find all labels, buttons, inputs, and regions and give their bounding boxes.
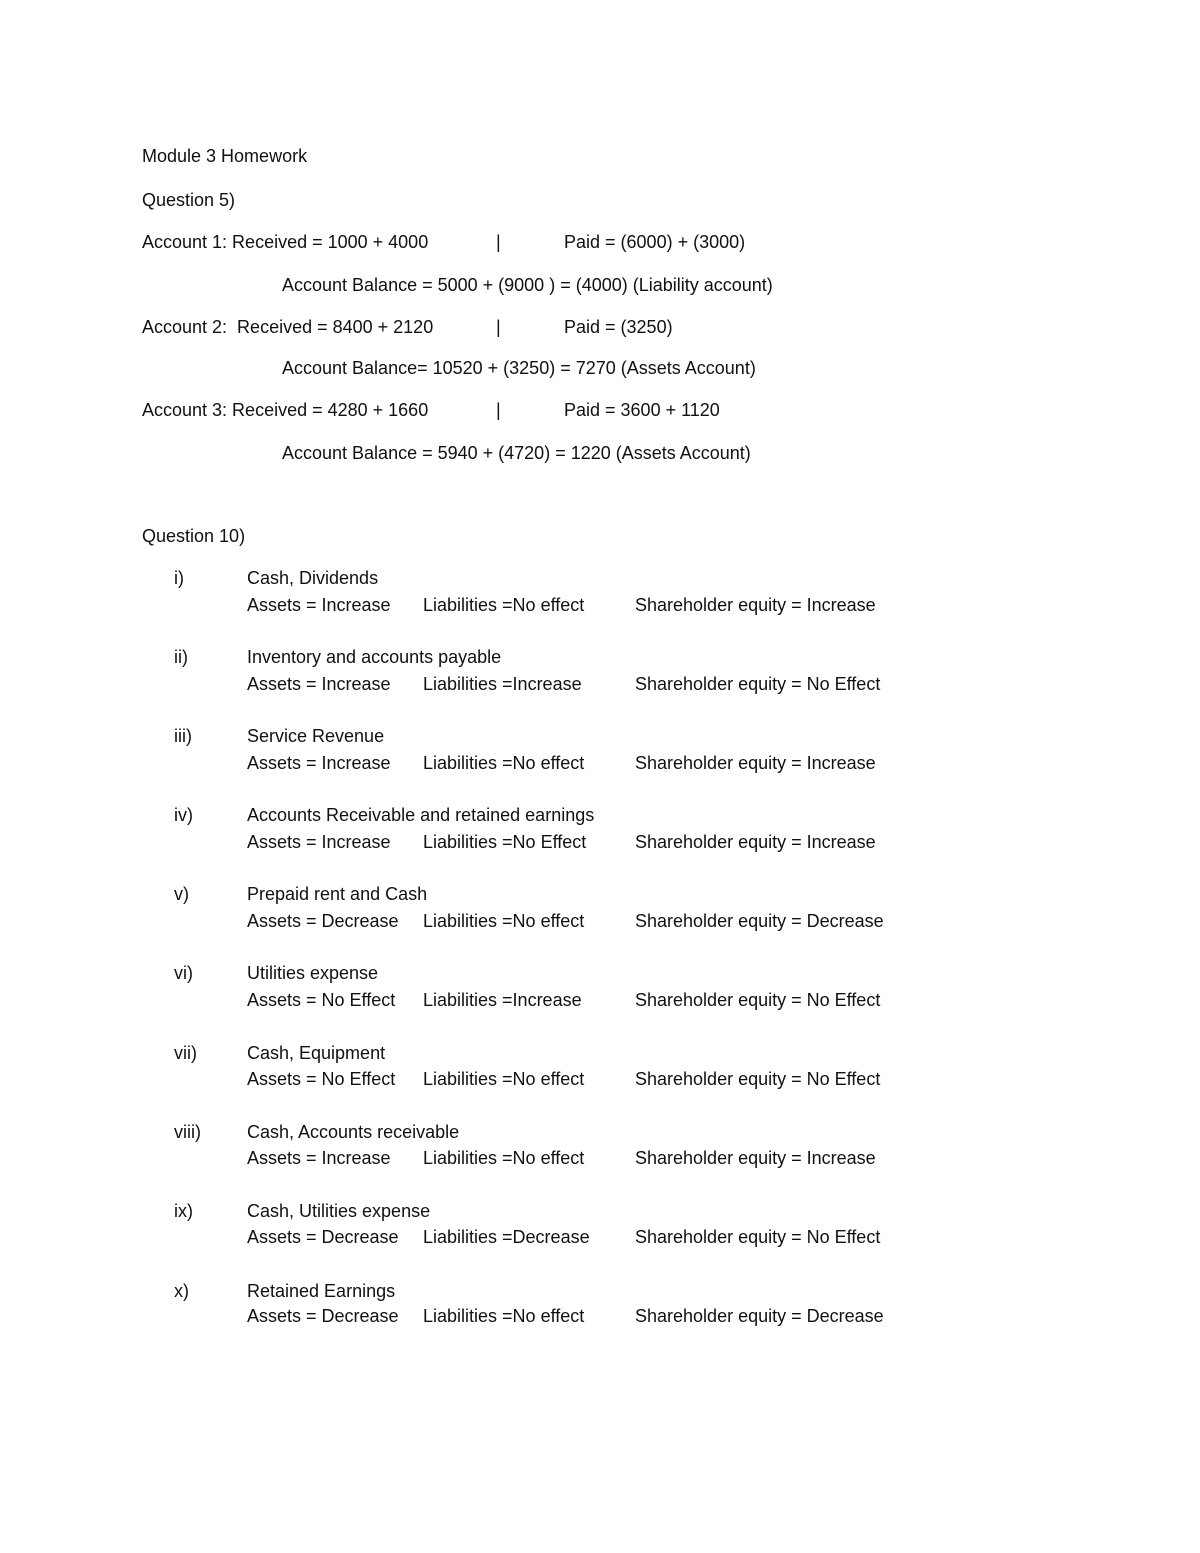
assets-effect: Assets = Increase: [247, 595, 391, 615]
item-number: viii): [174, 1122, 201, 1142]
item-number: vii): [174, 1043, 197, 1063]
liabilities-effect: Liabilities =No effect: [423, 595, 585, 615]
liabilities-effect: Liabilities =No Effect: [423, 832, 587, 852]
account-paid: Paid = (6000) + (3000): [564, 232, 746, 252]
equity-effect: Shareholder equity = Increase: [635, 753, 876, 773]
item-title: Cash, Accounts receivable: [247, 1122, 460, 1142]
assets-effect: Assets = Decrease: [247, 1227, 399, 1247]
item-number: vi): [174, 963, 193, 983]
item-number: v): [174, 884, 189, 904]
question-10-heading: Question 10): [142, 526, 246, 546]
assets-effect: Assets = Increase: [247, 674, 391, 694]
item-number: ix): [174, 1201, 193, 1221]
assets-effect: Assets = Decrease: [247, 1306, 399, 1326]
column-separator: |: [496, 400, 501, 420]
account-received: Account 3: Received = 4280 + 1660: [142, 400, 429, 420]
liabilities-effect: Liabilities =Decrease: [423, 1227, 590, 1247]
item-title: Cash, Utilities expense: [247, 1201, 431, 1221]
assets-effect: Assets = Increase: [247, 832, 391, 852]
equity-effect: Shareholder equity = No Effect: [635, 1069, 881, 1089]
assets-effect: Assets = Increase: [247, 1148, 391, 1168]
column-separator: |: [496, 232, 501, 252]
assets-effect: Assets = No Effect: [247, 990, 396, 1010]
liabilities-effect: Liabilities =No effect: [423, 1148, 585, 1168]
liabilities-effect: Liabilities =Increase: [423, 674, 582, 694]
account-balance: Account Balance = 5940 + (4720) = 1220 (Assets Account): [282, 443, 751, 463]
column-separator: |: [496, 317, 501, 337]
liabilities-effect: Liabilities =Increase: [423, 990, 582, 1010]
equity-effect: Shareholder equity = Decrease: [635, 1306, 884, 1326]
account-paid: Paid = 3600 + 1120: [564, 400, 720, 420]
item-title: Inventory and accounts payable: [247, 647, 502, 667]
account-paid: Paid = (3250): [564, 317, 673, 337]
item-title: Prepaid rent and Cash: [247, 884, 428, 904]
item-number: iv): [174, 805, 193, 825]
item-title: Accounts Receivable and retained earnings: [247, 805, 595, 825]
item-number: ii): [174, 647, 188, 667]
assets-effect: Assets = No Effect: [247, 1069, 396, 1089]
document-title: Module 3 Homework: [142, 146, 308, 166]
equity-effect: Shareholder equity = Increase: [635, 832, 876, 852]
assets-effect: Assets = Decrease: [247, 911, 399, 931]
item-title: Cash, Equipment: [247, 1043, 386, 1063]
equity-effect: Shareholder equity = No Effect: [635, 1227, 881, 1247]
item-number: iii): [174, 726, 192, 746]
account-balance: Account Balance = 5000 + (9000 ) = (4000) (Liability account): [282, 275, 773, 295]
item-title: Cash, Dividends: [247, 568, 379, 588]
account-received: Account 1: Received = 1000 + 4000: [142, 232, 429, 252]
liabilities-effect: Liabilities =No effect: [423, 1069, 585, 1089]
liabilities-effect: Liabilities =No effect: [423, 1306, 585, 1326]
item-title: Service Revenue: [247, 726, 385, 746]
equity-effect: Shareholder equity = Increase: [635, 1148, 876, 1168]
equity-effect: Shareholder equity = No Effect: [635, 990, 881, 1010]
item-number: x): [174, 1281, 189, 1301]
liabilities-effect: Liabilities =No effect: [423, 753, 585, 773]
item-title: Utilities expense: [247, 963, 379, 983]
item-title: Retained Earnings: [247, 1281, 396, 1301]
equity-effect: Shareholder equity = No Effect: [635, 674, 881, 694]
account-received: Account 2: Received = 8400 + 2120: [142, 317, 434, 337]
assets-effect: Assets = Increase: [247, 753, 391, 773]
question-5-heading: Question 5): [142, 190, 236, 210]
account-balance: Account Balance= 10520 + (3250) = 7270 (Assets Account): [282, 358, 756, 378]
item-number: i): [174, 568, 184, 588]
liabilities-effect: Liabilities =No effect: [423, 911, 585, 931]
equity-effect: Shareholder equity = Increase: [635, 595, 876, 615]
equity-effect: Shareholder equity = Decrease: [635, 911, 884, 931]
